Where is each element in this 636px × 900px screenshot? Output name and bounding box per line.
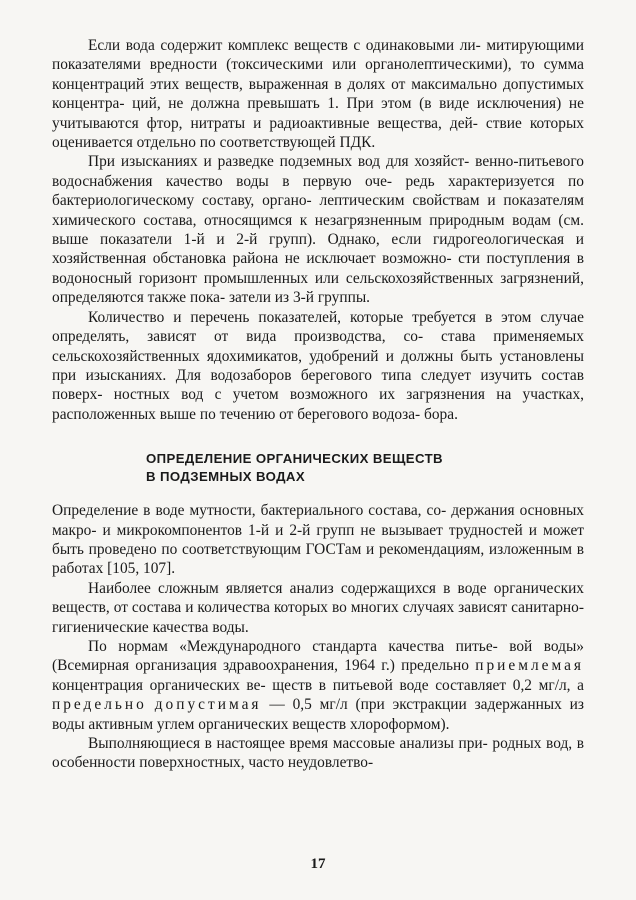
page-body	[52, 36, 584, 773]
text-line: При изысканиях и разведке подземных вод для хозяйст-	[88, 153, 470, 171]
text-line: относящимся к незагрязненным природным водам (см. выше	[52, 211, 584, 249]
text-line: ностных вод с учетом возможного их загрязнения на участках,	[113, 386, 584, 404]
text-line: сти поступления в водоносный горизонт промышленных или	[52, 250, 584, 287]
text-line: Наиболее сложным является анализ содержащихся в воде	[88, 579, 487, 597]
text-line: не учитываются фтор, нитраты и радиоактивные вещества, дей-	[52, 95, 584, 132]
norms-line: ществ в питьевой воде составляет 0,2 мг/л, а	[272, 676, 584, 694]
text-line: соответствующим ГОСТам и рекомендациям, изложенным в	[181, 540, 584, 558]
text-line: лептическим свойствам и показателям химического состава,	[52, 192, 584, 229]
text-line: Количество и перечень показателей, которые требуется в	[88, 308, 493, 326]
text-line: органических веществ, от состава и количества которых во	[52, 579, 584, 617]
text-line: митирующими показателями вредности (токсическими или	[52, 37, 584, 74]
text-line: органолептическими), то сумма концентраций этих веществ,	[52, 56, 584, 93]
text-line: става применяемых сельскохозяйственных ядохимикатов,	[52, 328, 584, 365]
text-line: показатели 1-й и 2-й групп). Однако, если гидрогеологическая	[99, 231, 565, 249]
norms-line: — 0,5 мг/л (при экстракции задержанных из	[269, 696, 584, 714]
text-line: расположенных выше по течению от берегового водоза-	[52, 405, 421, 423]
norms-line: По нормам «Международного стандарта качества питье-	[88, 637, 498, 655]
text-line: Выполняющиеся в настоящее время массовые анализы при-	[88, 735, 488, 752]
body-paragraph	[52, 152, 584, 307]
text-line: держания основных макро- и микрокомпонентов 1-й и 2-й	[52, 502, 584, 539]
norms-line: концентрация органических ве-	[52, 676, 266, 694]
norms-emphasis: приемлемая	[475, 657, 584, 675]
text-line: групп не вызывает трудностей и может быть проведено по	[52, 521, 584, 558]
norms-emphasis: предельно	[52, 696, 147, 714]
norms-line: предельно	[401, 657, 469, 675]
closing-paragraph	[52, 734, 584, 773]
heading-line-2: В ПОДЗЕМНЫХ ВОДАХ	[146, 469, 306, 485]
text-line: затели из 3-й группы.	[228, 289, 371, 307]
text-line: Если вода содержит комплекс веществ с одинаковыми ли-	[88, 37, 481, 54]
section-heading	[146, 450, 584, 486]
text-line: венно-питьевого водоснабжения качество воды в первую оче-	[52, 153, 584, 190]
norms-emphasis: допустимая	[154, 696, 262, 714]
norms-line: воды активным углем органических веществ хлороформом).	[52, 715, 450, 733]
final-section	[52, 734, 584, 773]
text-line: ПДК.	[339, 134, 376, 152]
text-line: и хозяйственная обстановка района не исключает возможно-	[52, 231, 584, 268]
text-line: водозаборов берегового типа следует изучить состав поверх-	[52, 366, 584, 404]
text-line: воды.	[212, 618, 249, 636]
body-paragraph	[52, 308, 584, 424]
body-paragraph	[52, 579, 584, 637]
text-line: бора.	[424, 405, 458, 423]
text-line: многих случаях зависят санитарно-гигиенические качества	[52, 599, 584, 636]
paragraph-norms	[52, 637, 584, 734]
text-line: работах [105, 107].	[52, 560, 176, 578]
text-line: сельскохозяйственных загрязнений, определяются также пока-	[52, 269, 584, 307]
text-line: выраженная в долях от максимально допустимых концентра-	[52, 75, 584, 113]
body-paragraph	[52, 501, 584, 579]
page-number: 17	[310, 856, 326, 872]
text-line: редь характеризуется по бактериологическому составу, органо-	[52, 172, 584, 210]
text-line: удобрений и должны быть установлены при изысканиях. Для	[52, 347, 584, 384]
top-section	[52, 36, 584, 424]
text-line: ствие которых оценивается отдельно по соответствующей	[52, 114, 584, 152]
norms-line: вой воды» (Всемирная организация здравоохранения, 1964 г.)	[52, 637, 584, 675]
body-paragraph	[52, 36, 584, 152]
heading-line-1: ОПРЕДЕЛЕНИЕ ОРГАНИЧЕСКИХ ВЕЩЕСТВ	[146, 451, 443, 467]
text-line: родных вод, в особенности поверхностных, часто неудовлетво-	[52, 735, 584, 772]
bottom-section	[52, 501, 584, 637]
text-line: ций, не должна превышать 1. При этом (в виде исключения)	[132, 95, 562, 113]
text-line: этом случае определять, зависят от вида производства, со-	[52, 308, 584, 346]
text-line: Определение в воде мутности, бактериального состава, со-	[52, 502, 447, 520]
